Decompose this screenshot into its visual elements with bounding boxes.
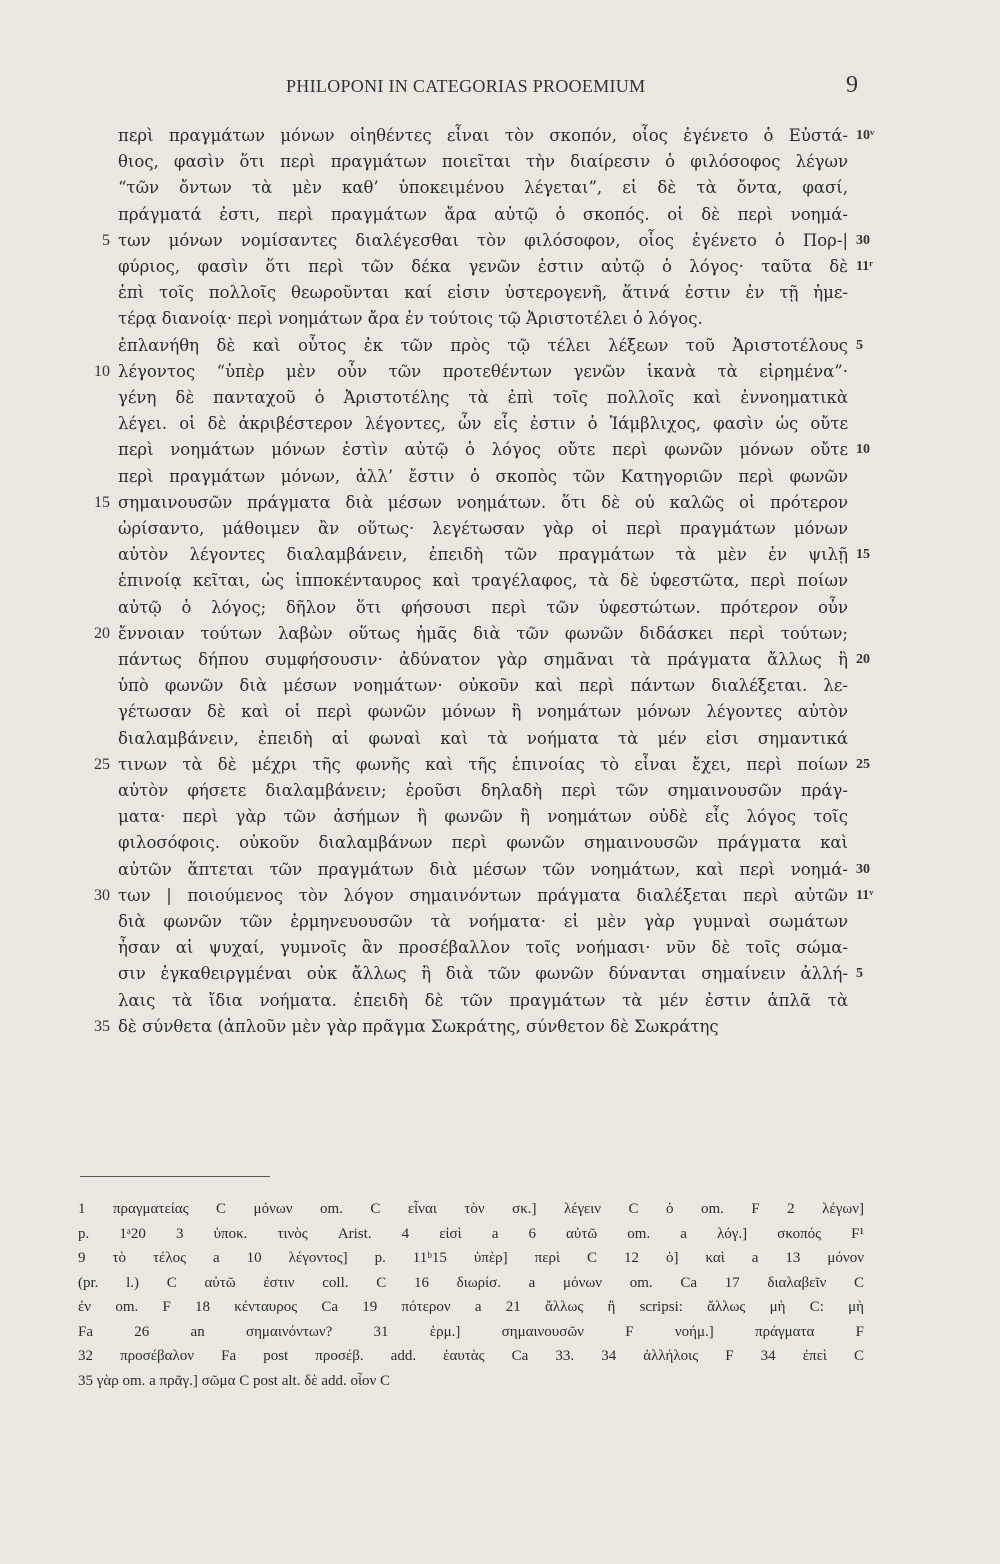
text-line: φιλοσόφοις. οὐκοῦν διαλαμβάνων περὶ φωνῶν σημαινουσῶν πράγματα καὶ bbox=[118, 833, 848, 853]
margin-reference: 10 bbox=[856, 442, 870, 458]
margin-reference: 11ᵛ bbox=[856, 887, 874, 903]
text-line: σιν ἐγκαθειργμέναι οὐκ ἄλλως ἢ διὰ τῶν φωνῶν δύνανται σημαίνειν ἀλλή- bbox=[118, 964, 848, 984]
text-line: των | ποιούμενος τὸν λόγον σημαινόντων πράγματα διαλέξεται περὶ αὐτῶν bbox=[118, 885, 848, 905]
text-line: των μόνων νομίσαντες διαλέγεσθαι τὸν φιλόσοφον, οἷος ἐγένετο ὁ Πορ-| bbox=[118, 230, 848, 250]
margin-reference: 20 bbox=[856, 652, 870, 667]
text-line: ἐπινοίᾳ κεῖται, ὡς ἱπποκένταυρος καὶ τραγέλαφος, τὰ δὲ ὑφεστῶτα, περὶ ποίων bbox=[118, 571, 848, 591]
page-header bbox=[0, 72, 1000, 108]
line-number: 10 bbox=[94, 362, 110, 380]
text-line: τέρᾳ διανοίᾳ· περὶ νοημάτων ἄρα ἐν τούτοις τῷ Ἀριστοτέλει ὁ λόγος. bbox=[118, 309, 703, 329]
margin-reference: 11ʳ bbox=[856, 259, 873, 274]
text-line: ἔννοιαν τούτων λαβὼν οὕτως ἡμᾶς διὰ τῶν φωνῶν διδάσκει περὶ τούτων; bbox=[118, 623, 848, 643]
margin-reference: 30 bbox=[856, 861, 870, 877]
text-line: περὶ πραγμάτων μόνων οἰηθέντες εἶναι τὸν σκοπόν, οἷος ἐγένετο ὁ Εὐστά- bbox=[118, 126, 848, 145]
line-number: 25 bbox=[94, 755, 110, 773]
margin-reference: 10ᵛ bbox=[856, 128, 875, 143]
text-line: αὐτὸν λέγοντες διαλαμβάνειν, ἐπειδὴ τῶν πραγμάτων τὰ μὲν ἐν ψιλῇ bbox=[118, 545, 848, 565]
text-line: φύριος, φασὶν ὅτι περὶ τῶν δέκα γενῶν ἐστιν αὐτῷ ὁ λόγος· ταῦτα δὲ bbox=[118, 257, 848, 276]
apparatus-line: 35 γὰρ om. a πρᾶγ.] σῶμα C post alt. δὲ add. οἷον C bbox=[78, 1372, 391, 1389]
margin-reference: 5 bbox=[856, 966, 863, 982]
text-line: “τῶν ὄντων τὰ μὲν καθ’ ὑποκειμένου λέγεται”, εἰ δὲ τὰ ὄντα, φασί, bbox=[118, 178, 848, 198]
text-line: ματα· περὶ γὰρ τῶν ἀσήμων ἢ φωνῶν ἢ νοημάτων οὐδὲ εἷς λόγος τοῖς bbox=[118, 807, 848, 827]
apparatus-line: ἐν om. F 18 κένταυρος Ca 19 πότερον a 21 ἄλλως ἢ scripsi: ἄλλως μὴ C: μὴ bbox=[78, 1299, 864, 1315]
text-line: πάντως δήπου συμφήσουσιν· ἀδύνατον γὰρ σημᾶναι τὰ πράγματα ἄλλως ἢ bbox=[118, 650, 848, 669]
apparatus-line: (pr. l.) C αὐτῶ ἐστιν coll. C 16 διωρίσ. a μόνων om. Ca 17 διαλαβεῖν C bbox=[78, 1274, 864, 1291]
text-line: ἐπὶ τοῖς πολλοῖς θεωροῦνται καί εἰσιν ὑστερογενῆ, ἅτινά ἐστιν ἐν τῇ ἡμε- bbox=[118, 283, 848, 303]
text-line: ἦσαν αἱ ψυχαί, γυμνοῖς ἂν προσέβαλλον τοῖς νοήμασι· νῦν δὲ τοῖς σώμα- bbox=[118, 938, 848, 958]
text-line: δὲ σύνθετα (ἁπλοῦν μὲν γὰρ πρᾶγμα Σωκράτης, σύνθετον δὲ Σωκράτης bbox=[118, 1016, 719, 1036]
text-line: αὐτῶν ἅπτεται τῶν πραγμάτων διὰ μέσων τῶν νοημάτων, καὶ περὶ νοημά- bbox=[118, 859, 848, 879]
text-line: θιος, φασὶν ὅτι περὶ πραγμάτων ποιεῖται τὴν διαίρεσιν ὁ φιλόσοφος λέγων bbox=[118, 152, 848, 172]
apparatus-divider bbox=[80, 1176, 270, 1177]
text-line: αὐτῷ ὁ λόγος; δῆλον ὅτι φήσουσι περὶ τῶν ὑφεστώτων. πρότερον οὖν bbox=[118, 597, 848, 617]
running-title: PHILOPONI IN CATEGORIAS PROOEMIUM bbox=[286, 76, 646, 96]
text-line: ὡρίσαντο, μάθοιμεν ἂν οὕτως· λεγέτωσαν γὰρ οἱ περὶ πραγμάτων μόνων bbox=[118, 519, 848, 538]
text-line: ὑπὸ φωνῶν διὰ μέσων νοημάτων· οὐκοῦν καὶ περὶ πάντων διαλέξεται. λε- bbox=[118, 676, 848, 696]
line-number: 20 bbox=[94, 624, 110, 642]
apparatus-line: Fa 26 an σημαινόντων? 31 ἑρμ.] σημαινουσῶν F νοήμ.] πράγματα F bbox=[78, 1323, 864, 1340]
apparatus-line: 1 πραγματείας C μόνων om. C εἶναι τὸν σκ.] λέγειν C ὁ om. F 2 λέγων] bbox=[78, 1201, 864, 1217]
line-number: 5 bbox=[102, 231, 110, 249]
text-line: περὶ πραγμάτων μόνων, ἀλλ’ ἔστιν ὁ σκοπὸς τῶν Κατηγοριῶν περὶ φωνῶν bbox=[118, 466, 848, 486]
apparatus-line: 32 προσέβαλον Fa post προσέβ. add. ἑαυτὰς Ca 33. 34 ἀλλήλοις F 34 ἐπεὶ C bbox=[78, 1348, 864, 1364]
text-line: αὐτὸν φήσετε διαλαμβάνειν; ἐροῦσι δηλαδὴ περὶ τῶν σημαινουσῶν πράγ- bbox=[118, 781, 848, 800]
apparatus-line: p. 1ᵃ20 3 ὑποκ. τινὸς Arist. 4 εἰσὶ a 6 αὐτῶ om. a λόγ.] σκοπός F¹ bbox=[78, 1225, 864, 1242]
text-line: τινων τὰ δὲ μέχρι τῆς φωνῆς καὶ τῆς ἐπινοίας τὸ εἶναι ἔχει, περὶ ποίων bbox=[118, 754, 848, 774]
text-line: λαις τὰ ἴδια νοήματα. ἐπειδὴ δὲ τῶν πραγμάτων τὰ μέν ἐστιν ἁπλᾶ τὰ bbox=[118, 990, 848, 1010]
text-line: σημαινουσῶν πράγματα διὰ μέσων νοημάτων. ὅτι δὲ οὐ καλῶς οἱ πρότερον bbox=[118, 492, 848, 512]
margin-reference: 5 bbox=[856, 337, 863, 353]
text-line: λέγοντος “ὑπὲρ μὲν οὖν τῶν προτεθέντων γενῶν ἱκανὰ τὰ εἰρημένα”· bbox=[118, 361, 848, 381]
text-line: γέτωσαν δὲ καὶ οἱ περὶ φωνῶν μόνων ἢ νοημάτων μόνων λέγοντες αὐτὸν bbox=[118, 702, 848, 722]
line-number: 30 bbox=[94, 886, 110, 904]
margin-reference: 25 bbox=[856, 756, 870, 772]
margin-reference: 30 bbox=[856, 232, 870, 248]
text-line: λέγει. οἱ δὲ ἀκριβέστερον λέγοντες, ὧν εἷς ἐστιν ὁ Ἰάμβλιχος, φασὶν ὡς οὔτε bbox=[118, 414, 848, 434]
text-line: πράγματά ἐστι, περὶ πραγμάτων ἄρα αὐτῷ ὁ σκοπός. οἱ δὲ περὶ νοημά- bbox=[118, 204, 848, 224]
page-number: 9 bbox=[846, 72, 858, 98]
text-line: διὰ φωνῶν τῶν ἑρμηνευουσῶν τὰ νοήματα· εἰ μὲν γὰρ γυμναὶ σωμάτων bbox=[118, 912, 848, 931]
apparatus-line: 9 τὸ τέλος a 10 λέγοντος] p. 11ᵇ15 ὑπὲρ] περὶ C 12 ὁ] καὶ a 13 μόνον bbox=[78, 1250, 864, 1266]
line-number: 15 bbox=[94, 493, 110, 511]
text-line: διαλαμβάνειν, ἐπειδὴ αἱ φωναὶ καὶ τὰ νοήματα τὰ μέν εἰσι σημαντικά bbox=[118, 728, 848, 748]
text-line: γένη δὲ πανταχοῦ ὁ Ἀριστοτέλης τὰ ἐπὶ τοῖς πολλοῖς καὶ ἐννοηματικὰ bbox=[118, 388, 848, 407]
text-line: ἐπλανήθη δὲ καὶ οὗτος ἐκ τῶν πρὸς τῷ τέλει λέξεων τοῦ Ἀριστοτέλους bbox=[118, 335, 848, 355]
text-line: περὶ νοημάτων μόνων ἐστὶν αὐτῷ ὁ λόγος οὔτε περὶ φωνῶν μόνων οὔτε bbox=[118, 440, 848, 460]
margin-reference: 15 bbox=[856, 547, 870, 563]
line-number: 35 bbox=[94, 1017, 110, 1035]
